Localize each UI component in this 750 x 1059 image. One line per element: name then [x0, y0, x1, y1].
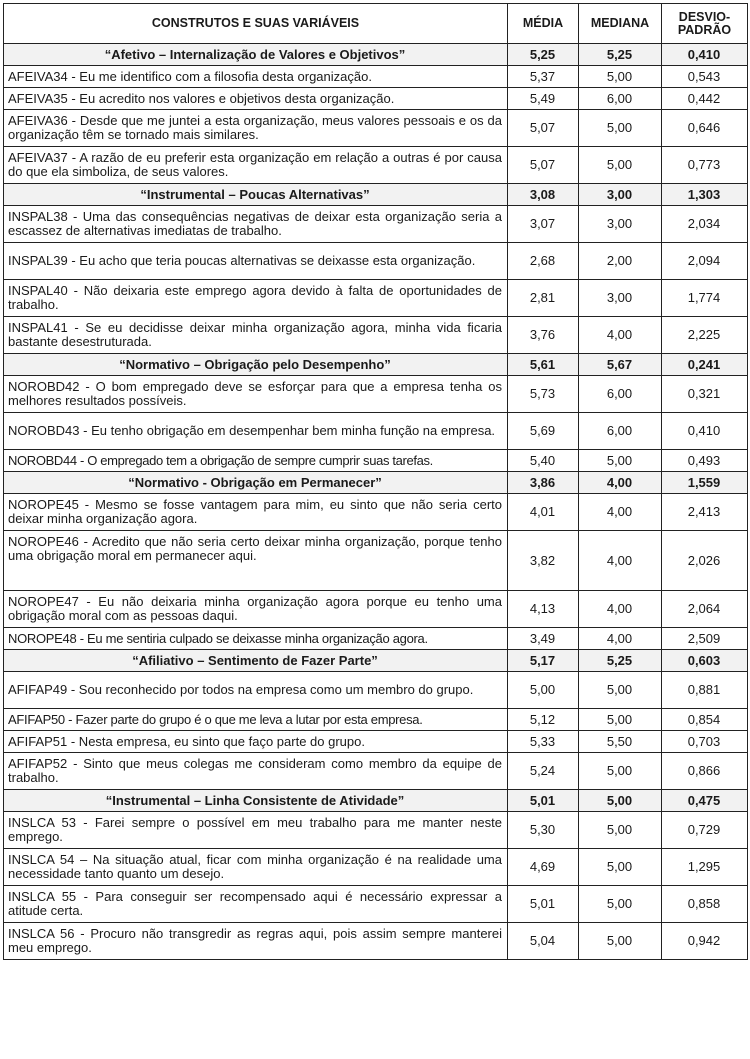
construct-sd: 0,410	[662, 44, 748, 66]
variable-mean: 3,07	[508, 206, 579, 243]
construct-sd: 0,241	[662, 354, 748, 376]
construct-mean: 3,08	[508, 184, 579, 206]
construct-sd: 1,303	[662, 184, 748, 206]
variable-text: INSPAL40 - Não deixaria este emprego agora devido à falta de oportunidades de trabalho.	[4, 280, 508, 317]
variable-row	[4, 886, 748, 923]
variable-sd: 0,410	[662, 413, 748, 450]
variable-sd: 0,866	[662, 753, 748, 790]
construct-title: “Instrumental – Poucas Alternativas”	[4, 184, 508, 206]
construct-mean: 3,86	[508, 472, 579, 494]
variable-median: 5,00	[579, 450, 662, 472]
variable-text: NOROBD43 - Eu tenho obrigação em desempenhar bem minha função na empresa.	[4, 413, 508, 450]
variable-row	[4, 709, 748, 731]
variable-median: 5,00	[579, 672, 662, 709]
variable-mean: 5,49	[508, 88, 579, 110]
variable-median: 6,00	[579, 88, 662, 110]
header-mean: MÉDIA	[508, 4, 579, 44]
variable-median: 4,00	[579, 591, 662, 628]
variable-sd: 0,493	[662, 450, 748, 472]
variable-row	[4, 672, 748, 709]
construct-median: 4,00	[579, 472, 662, 494]
construct-sd: 0,603	[662, 650, 748, 672]
variable-text: INSLCA 55 - Para conseguir ser recompensado aqui é necessário expressar a atitude certa.	[4, 886, 508, 923]
variable-median: 4,00	[579, 494, 662, 531]
variable-row	[4, 280, 748, 317]
variable-text: AFIFAP51 - Nesta empresa, eu sinto que faço parte do grupo.	[4, 731, 508, 753]
construct-title: “Instrumental – Linha Consistente de Atividade”	[4, 790, 508, 812]
variable-text: AFEIVA36 - Desde que me juntei a esta organização, meus valores pessoais e os da organização têm se tornado mais similares.	[4, 110, 508, 147]
variable-mean: 5,01	[508, 886, 579, 923]
construct-sd: 0,475	[662, 790, 748, 812]
variable-text: AFEIVA37 - A razão de eu preferir esta organização em relação a outras é por causa do que ela simboliza, de seus valores.	[4, 147, 508, 184]
variable-mean: 5,30	[508, 812, 579, 849]
variable-sd: 0,854	[662, 709, 748, 731]
variable-median: 5,50	[579, 731, 662, 753]
variable-mean: 3,82	[508, 531, 579, 591]
variable-sd: 2,225	[662, 317, 748, 354]
variable-median: 4,00	[579, 628, 662, 650]
variable-mean: 2,68	[508, 243, 579, 280]
variable-sd: 0,773	[662, 147, 748, 184]
variable-mean: 5,33	[508, 731, 579, 753]
variable-median: 4,00	[579, 317, 662, 354]
construct-row	[4, 44, 748, 66]
variable-row	[4, 88, 748, 110]
variable-median: 6,00	[579, 376, 662, 413]
variable-row	[4, 376, 748, 413]
variable-sd: 2,064	[662, 591, 748, 628]
variable-mean: 5,04	[508, 923, 579, 960]
variable-mean: 3,76	[508, 317, 579, 354]
variable-median: 4,00	[579, 531, 662, 591]
construct-median: 5,67	[579, 354, 662, 376]
variable-mean: 5,73	[508, 376, 579, 413]
construct-median: 5,00	[579, 790, 662, 812]
construct-mean: 5,17	[508, 650, 579, 672]
variable-mean: 5,37	[508, 66, 579, 88]
variable-row	[4, 206, 748, 243]
variable-sd: 0,646	[662, 110, 748, 147]
variable-row	[4, 66, 748, 88]
construct-title: “Normativo – Obrigação pelo Desempenho”	[4, 354, 508, 376]
variable-text: INSLCA 54 – Na situação atual, ficar com minha organização é na realidade uma necessidade tanto quanto um desejo.	[4, 849, 508, 886]
variable-row	[4, 731, 748, 753]
variable-median: 3,00	[579, 206, 662, 243]
variable-text: AFIFAP52 - Sinto que meus colegas me consideram como membro da equipe de trabalho.	[4, 753, 508, 790]
variable-row	[4, 450, 748, 472]
construct-title: “Afiliativo – Sentimento de Fazer Parte”	[4, 650, 508, 672]
variable-mean: 4,69	[508, 849, 579, 886]
variable-sd: 2,026	[662, 531, 748, 591]
variable-row	[4, 531, 748, 591]
variable-mean: 5,07	[508, 110, 579, 147]
construct-median: 3,00	[579, 184, 662, 206]
variable-text: AFEIVA35 - Eu acredito nos valores e objetivos desta organização.	[4, 88, 508, 110]
variable-median: 5,00	[579, 110, 662, 147]
header-constructs: CONSTRUTOS E SUAS VARIÁVEIS	[4, 4, 508, 44]
variable-mean: 5,40	[508, 450, 579, 472]
variable-sd: 2,509	[662, 628, 748, 650]
variable-mean: 5,07	[508, 147, 579, 184]
variable-sd: 0,858	[662, 886, 748, 923]
construct-row	[4, 184, 748, 206]
variable-mean: 5,00	[508, 672, 579, 709]
variable-row	[4, 147, 748, 184]
variable-mean: 4,13	[508, 591, 579, 628]
variable-text: NOROBD44 - O empregado tem a obrigação de sempre cumprir suas tarefas.	[4, 450, 508, 472]
construct-row	[4, 650, 748, 672]
variable-row	[4, 413, 748, 450]
variable-median: 5,00	[579, 812, 662, 849]
variable-sd: 2,034	[662, 206, 748, 243]
variable-mean: 5,24	[508, 753, 579, 790]
construct-row	[4, 354, 748, 376]
construct-median: 5,25	[579, 650, 662, 672]
variable-sd: 2,413	[662, 494, 748, 531]
variable-median: 5,00	[579, 709, 662, 731]
header-sd: DESVIO-PADRÃO	[662, 4, 748, 44]
construct-title: “Afetivo – Internalização de Valores e Objetivos”	[4, 44, 508, 66]
variable-mean: 2,81	[508, 280, 579, 317]
construct-median: 5,25	[579, 44, 662, 66]
statistics-table	[3, 3, 748, 960]
variable-row	[4, 317, 748, 354]
variable-row	[4, 591, 748, 628]
variable-median: 5,00	[579, 923, 662, 960]
variable-text: INSLCA 56 - Procuro não transgredir as regras aqui, pois assim sempre manterei meu emprego.	[4, 923, 508, 960]
variable-median: 5,00	[579, 849, 662, 886]
variable-row	[4, 753, 748, 790]
construct-mean: 5,25	[508, 44, 579, 66]
variable-mean: 3,49	[508, 628, 579, 650]
variable-sd: 0,942	[662, 923, 748, 960]
variable-mean: 5,69	[508, 413, 579, 450]
construct-title: “Normativo - Obrigação em Permanecer”	[4, 472, 508, 494]
variable-text: AFEIVA34 - Eu me identifico com a filosofia desta organização.	[4, 66, 508, 88]
variable-sd: 1,774	[662, 280, 748, 317]
variable-text: NOROBD42 - O bom empregado deve se esforçar para que a empresa tenha os melhores resultados possíveis.	[4, 376, 508, 413]
header-row	[4, 4, 748, 44]
construct-sd: 1,559	[662, 472, 748, 494]
variable-row	[4, 923, 748, 960]
variable-row	[4, 849, 748, 886]
variable-row	[4, 628, 748, 650]
variable-sd: 0,321	[662, 376, 748, 413]
variable-text: INSLCA 53 - Farei sempre o possível em meu trabalho para me manter neste emprego.	[4, 812, 508, 849]
variable-median: 5,00	[579, 66, 662, 88]
construct-row	[4, 790, 748, 812]
variable-text: NOROPE46 - Acredito que não seria certo deixar minha organização, porque tenho uma obrigação moral em permanecer aqui.	[4, 531, 508, 591]
variable-sd: 0,881	[662, 672, 748, 709]
variable-row	[4, 812, 748, 849]
variable-text: INSPAL41 - Se eu decidisse deixar minha organização agora, minha vida ficaria bastante desestruturada.	[4, 317, 508, 354]
variable-sd: 0,543	[662, 66, 748, 88]
variable-text: NOROPE48 - Eu me sentiria culpado se deixasse minha organização agora.	[4, 628, 508, 650]
variable-mean: 4,01	[508, 494, 579, 531]
variable-text: INSPAL38 - Uma das consequências negativas de deixar esta organização seria a escassez de alternativas imediatas de trabalho.	[4, 206, 508, 243]
construct-row	[4, 472, 748, 494]
variable-median: 3,00	[579, 280, 662, 317]
construct-mean: 5,01	[508, 790, 579, 812]
variable-median: 5,00	[579, 147, 662, 184]
variable-mean: 5,12	[508, 709, 579, 731]
variable-sd: 2,094	[662, 243, 748, 280]
variable-median: 5,00	[579, 753, 662, 790]
variable-sd: 0,442	[662, 88, 748, 110]
variable-text: INSPAL39 - Eu acho que teria poucas alternativas se deixasse esta organização.	[4, 243, 508, 280]
variable-row	[4, 110, 748, 147]
variable-row	[4, 494, 748, 531]
variable-median: 2,00	[579, 243, 662, 280]
variable-row	[4, 243, 748, 280]
variable-sd: 0,729	[662, 812, 748, 849]
variable-text: NOROPE45 - Mesmo se fosse vantagem para mim, eu sinto que não seria certo deixar minha organização agora.	[4, 494, 508, 531]
variable-median: 5,00	[579, 886, 662, 923]
variable-text: NOROPE47 - Eu não deixaria minha organização agora porque eu tenho uma obrigação moral com as pessoas daqui.	[4, 591, 508, 628]
variable-sd: 0,703	[662, 731, 748, 753]
variable-text: AFIFAP49 - Sou reconhecido por todos na empresa como um membro do grupo.	[4, 672, 508, 709]
header-median: MEDIANA	[579, 4, 662, 44]
variable-sd: 1,295	[662, 849, 748, 886]
variable-text: AFIFAP50 - Fazer parte do grupo é o que me leva a lutar por esta empresa.	[4, 709, 508, 731]
construct-mean: 5,61	[508, 354, 579, 376]
variable-median: 6,00	[579, 413, 662, 450]
